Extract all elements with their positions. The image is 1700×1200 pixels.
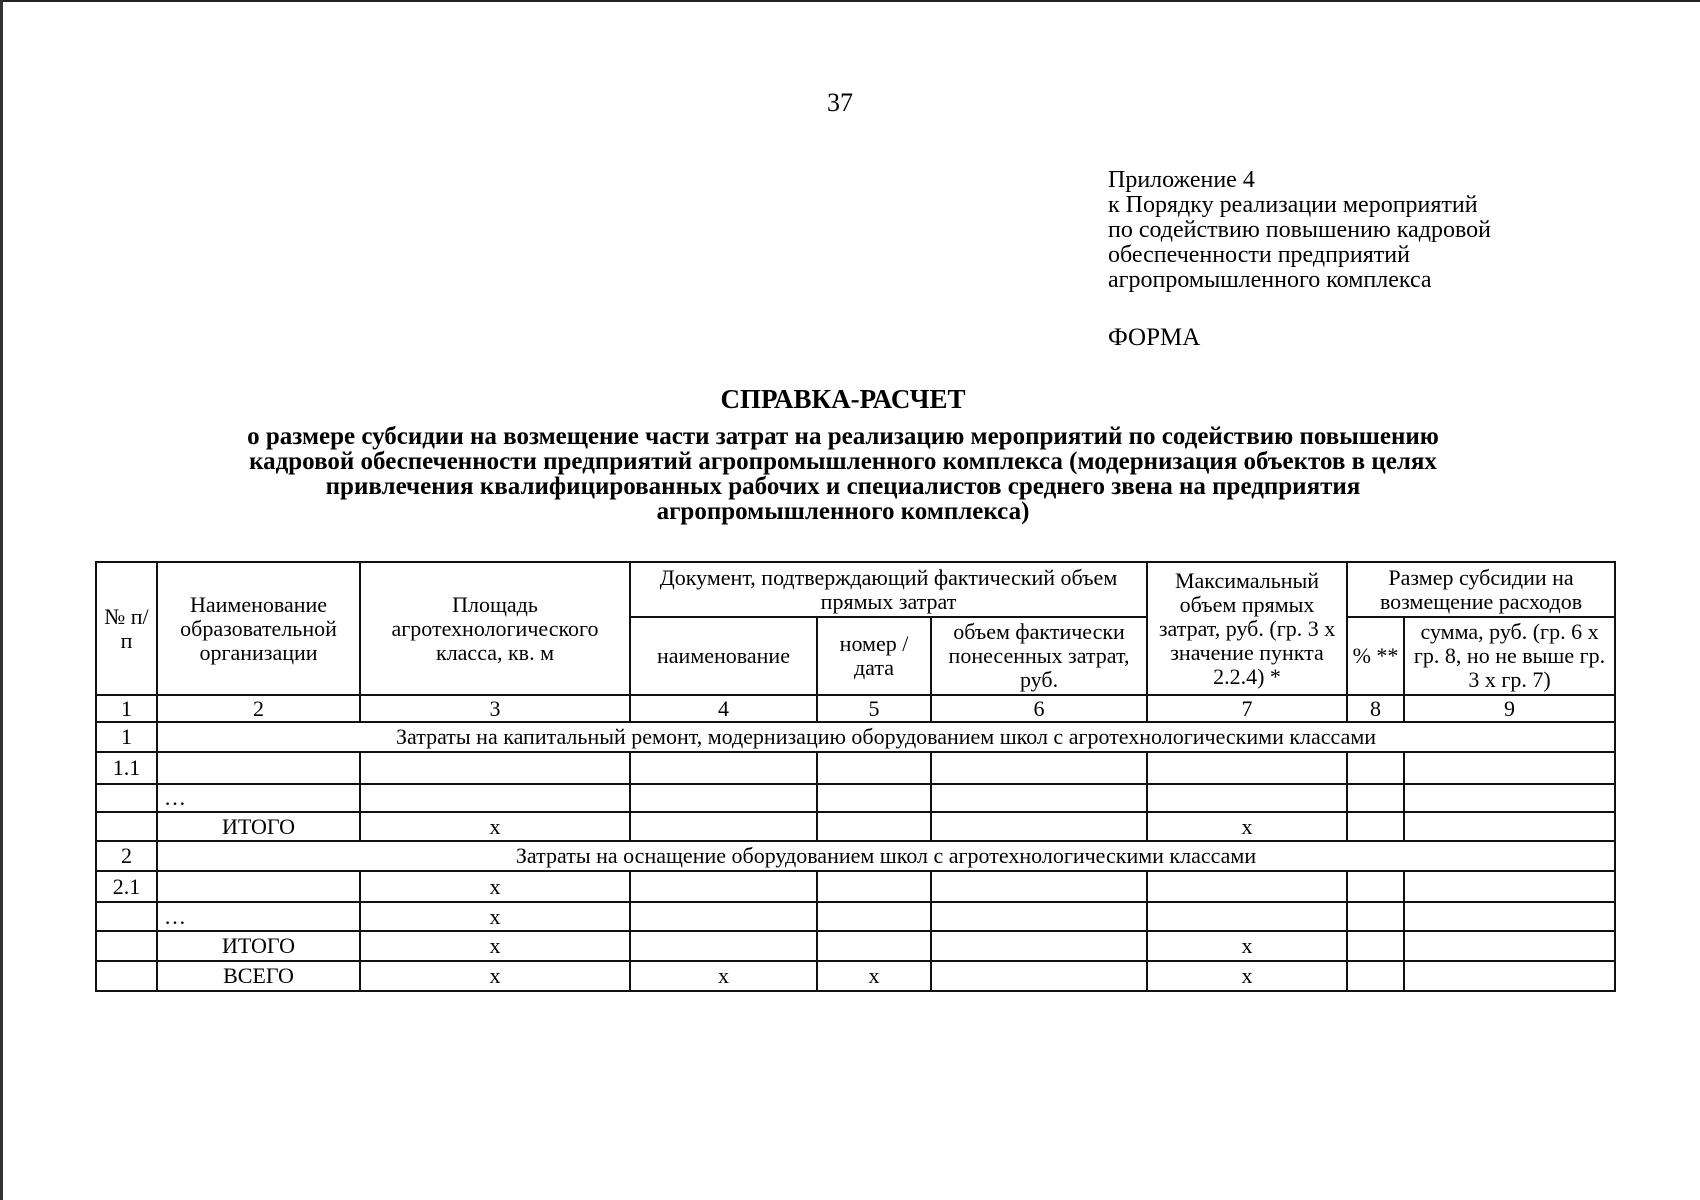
cell-subsidy-sum [1404,871,1615,902]
cell-subsidy-sum [1404,784,1615,812]
cell-total-label: ИТОГО [157,812,360,841]
cell-doc-name [630,931,817,961]
header-row-top [96,562,1615,617]
cell-subsidy-sum [1404,931,1615,961]
row-number [96,931,157,961]
cell-doc-number-date [817,784,931,812]
cell-doc-name [630,871,817,902]
row-number: 2.1 [96,871,157,902]
cell-actual-costs [931,961,1147,991]
cell-grand-total-label: ВСЕГО [157,961,360,991]
scan-border-left [0,0,3,1200]
header-col-doc-number-date: номер / дата [817,617,931,695]
column-number: 3 [360,695,630,722]
cell-organization [157,871,360,902]
cell-max-costs [1147,902,1347,931]
cell-ellipsis: … [157,902,360,931]
header-subsidy-group: Размер субсидии на возмещение расходов [1347,562,1615,617]
cell-total-label: ИТОГО [157,931,360,961]
cell-area [360,784,630,812]
section-number: 1 [96,722,157,752]
appendix-line: по содействию повышению кадровой [1108,217,1491,243]
subsidy-calculation-table [95,561,1616,992]
cell-x-mark: х [360,931,630,961]
subtitle-line: о размере субсидии на возмещение части затрат на реализацию мероприятий по содействию повышению [247,423,1439,450]
column-number: 4 [630,695,817,722]
cell-actual-costs [931,871,1147,902]
table-row-total-2 [96,931,1615,961]
cell-percent [1347,931,1404,961]
cell-doc-number-date [817,902,931,931]
header-col-organization: Наименование образовательной организации [157,562,360,695]
cell-actual-costs [931,931,1147,961]
subtitle-line: кадровой обеспеченности предприятий агропромышленного комплекса (модернизация объектов в целях [249,448,1437,475]
cell-max-costs [1147,752,1347,784]
page-number: 37 [827,88,853,117]
appendix-line: обеспеченности предприятий [1108,242,1410,268]
cell-actual-costs [931,812,1147,841]
row-number [96,961,157,991]
cell-percent [1347,812,1404,841]
cell-doc-number-date [817,752,931,784]
scan-border-top [0,0,1700,2]
section-2-row [96,841,1615,871]
cell-subsidy-sum [1404,812,1615,841]
cell-x-mark: х [360,961,630,991]
table-row-1-1 [96,752,1615,784]
cell-x-mark: х [817,961,931,991]
cell-subsidy-sum [1404,902,1615,931]
cell-x-mark: х [1147,812,1347,841]
cell-subsidy-sum [1404,752,1615,784]
form-label: ФОРМА [1108,324,1201,351]
column-number: 2 [157,695,360,722]
column-number: 1 [96,695,157,722]
row-number [96,812,157,841]
cell-x-mark: х [1147,961,1347,991]
header-col-max-costs: Максимальный объем прямых затрат, руб. (гр. 3 х значение пункта 2.2.4) * [1147,562,1347,695]
cell-percent [1347,784,1404,812]
column-number: 6 [931,695,1147,722]
cell-doc-name [630,784,817,812]
cell-percent [1347,752,1404,784]
subtitle-line: привлечения квалифицированных рабочих и специалистов среднего звена на предприятия [325,473,1361,500]
appendix-line: агропромышленного комплекса [1108,267,1432,293]
cell-doc-name [630,902,817,931]
table-row-ellipsis-2 [96,902,1615,931]
cell-actual-costs [931,902,1147,931]
appendix-line: к Порядку реализации мероприятий [1108,192,1478,218]
cell-actual-costs [931,752,1147,784]
cell-percent [1347,902,1404,931]
column-number: 5 [817,695,931,722]
cell-percent [1347,961,1404,991]
cell-actual-costs [931,784,1147,812]
column-numbers-row [96,695,1615,722]
cell-x-mark: х [630,961,817,991]
document-title: СПРАВКА-РАСЧЕТ [720,384,966,414]
table-row-total-1 [96,812,1615,841]
cell-ellipsis: … [157,784,360,812]
cell-doc-name [630,812,817,841]
section-title: Затраты на оснащение оборудованием школ с агротехнологическими классами [157,841,1615,871]
header-col-actual-costs: объем фактически понесенных затрат, руб. [931,617,1147,695]
section-number: 2 [96,841,157,871]
column-number: 7 [1147,695,1347,722]
section-1-row [96,722,1615,752]
header-document-group: Документ, подтверждающий фактический объем прямых затрат [630,562,1147,617]
cell-x-mark: х [360,871,630,902]
cell-max-costs [1147,871,1347,902]
header-col-number: № п/п [96,562,157,695]
subtitle-line: агропромышленного комплекса) [656,498,1030,525]
cell-x-mark: х [1147,931,1347,961]
cell-subsidy-sum [1404,961,1615,991]
cell-max-costs [1147,784,1347,812]
row-number [96,784,157,812]
column-number: 8 [1347,695,1404,722]
section-title: Затраты на капитальный ремонт, модернизацию оборудованием школ с агротехнологическими классами [157,722,1615,752]
header-col-area: Площадь агротехнологического класса, кв. м [360,562,630,695]
cell-organization [157,752,360,784]
row-number: 1.1 [96,752,157,784]
cell-x-mark: х [360,812,630,841]
cell-doc-name [630,752,817,784]
document-subtitle [150,424,1536,524]
header-col-percent: % ** [1347,617,1404,695]
cell-x-mark: х [360,902,630,931]
header-col-subsidy-sum: сумма, руб. (гр. 6 х гр. 8, но не выше гр. 3 х гр. 7) [1404,617,1615,695]
row-number [96,902,157,931]
header-col-doc-name: наименование [630,617,817,695]
table-row-grand-total [96,961,1615,991]
cell-doc-number-date [817,931,931,961]
cell-percent [1347,871,1404,902]
table-row-ellipsis-1 [96,784,1615,812]
cell-doc-number-date [817,812,931,841]
appendix-block [1108,168,1491,293]
cell-doc-number-date [817,871,931,902]
appendix-line: Приложение 4 [1108,167,1255,193]
cell-area [360,752,630,784]
table-row-2-1 [96,871,1615,902]
column-number: 9 [1404,695,1615,722]
